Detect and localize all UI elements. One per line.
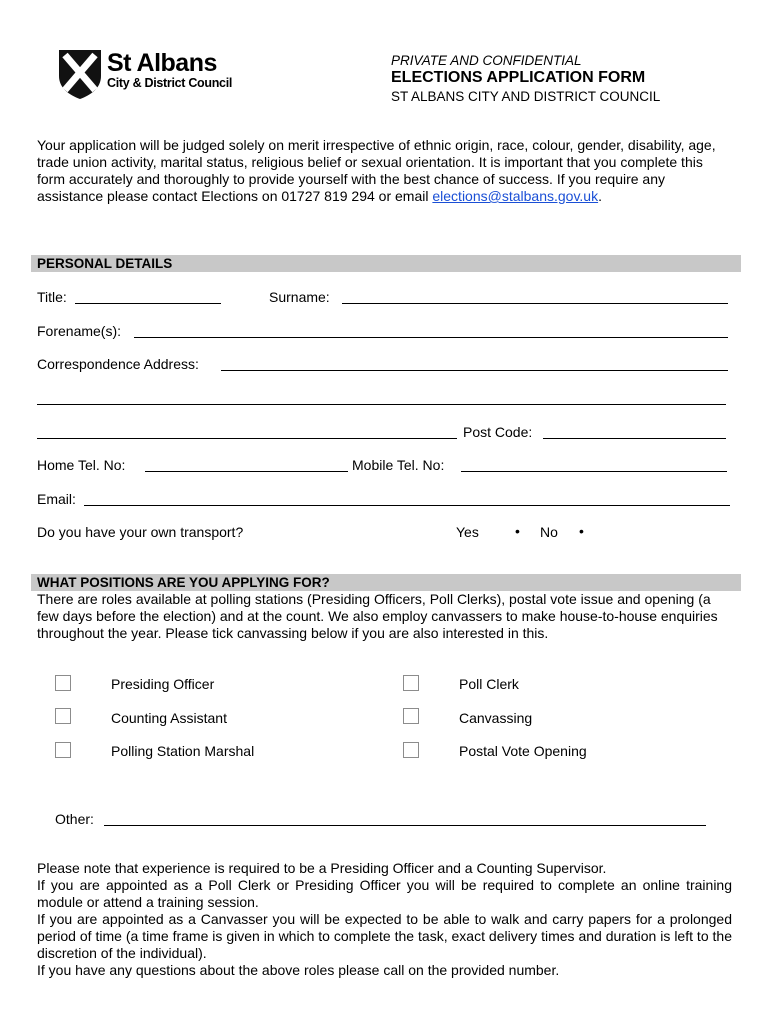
positions-description: There are roles available at polling stations (Presiding Officers, Poll Clerks), postal vote issue and opening (a few days before the election) and at the count. We also employ canvassers to make house-to-house enquiries throughout the year. Please tick canvassing below if you are also interested in this. xyxy=(37,591,718,641)
note-experience: Please note that experience is required to be a Presiding Officer and a Counting Supervisor. xyxy=(37,860,607,876)
postcode-label: Post Code: xyxy=(463,424,533,440)
address-label: Correspondence Address: xyxy=(37,356,199,372)
note-training: If you are appointed as a Poll Clerk or Presiding Officer you will be required to complete an online training module or attend a training session. xyxy=(37,877,732,910)
address-field-line-3[interactable] xyxy=(37,438,457,439)
transport-no-option[interactable]: • xyxy=(579,523,584,539)
logo-name: St Albans xyxy=(107,49,217,77)
title-label: Title: xyxy=(37,289,67,305)
confidential-label: PRIVATE AND CONFIDENTIAL xyxy=(391,53,582,68)
home-tel-label: Home Tel. No: xyxy=(37,457,126,473)
polling-station-marshal-checkbox[interactable] xyxy=(55,742,71,758)
personal-details-heading: PERSONAL DETAILS xyxy=(37,256,173,271)
transport-no-label: No xyxy=(540,524,558,540)
transport-yes-option[interactable]: • xyxy=(515,523,520,539)
presiding-officer-checkbox[interactable] xyxy=(55,675,71,691)
counting-assistant-label: Counting Assistant xyxy=(111,710,227,726)
postal-vote-opening-label: Postal Vote Opening xyxy=(459,743,587,759)
contact-email-link[interactable]: elections@stalbans.gov.uk xyxy=(432,188,599,204)
mobile-tel-field[interactable] xyxy=(461,471,727,472)
canvassing-checkbox[interactable] xyxy=(403,708,419,724)
forenames-field[interactable] xyxy=(134,337,728,338)
forenames-label: Forename(s): xyxy=(37,323,122,339)
logo-subtitle: City & District Council xyxy=(107,76,233,90)
note-questions: If you have any questions about the above roles please call on the provided number. xyxy=(37,962,560,978)
poll-clerk-label: Poll Clerk xyxy=(459,676,519,692)
positions-heading: WHAT POSITIONS ARE YOU APPLYING FOR? xyxy=(37,575,330,590)
transport-yes-label: Yes xyxy=(456,524,479,540)
intro-paragraph xyxy=(37,137,732,205)
poll-clerk-checkbox[interactable] xyxy=(403,675,419,691)
address-field-line-1[interactable] xyxy=(221,370,728,371)
counting-assistant-checkbox[interactable] xyxy=(55,708,71,724)
title-field[interactable] xyxy=(75,303,221,304)
address-field-line-2[interactable] xyxy=(37,404,726,405)
council-name: ST ALBANS CITY AND DISTRICT COUNCIL xyxy=(391,89,661,104)
role-notes xyxy=(37,860,732,979)
other-label: Other: xyxy=(55,811,94,827)
council-logo xyxy=(56,48,106,100)
form-title: ELECTIONS APPLICATION FORM xyxy=(391,69,646,86)
email-field[interactable] xyxy=(84,505,730,506)
email-label: Email: xyxy=(37,491,76,507)
note-canvasser: If you are appointed as a Canvasser you will be expected to be able to walk and carry papers for a prolonged period of time (a time frame is given in which to complete the task, exact delivery times and duration is left to the discretion of the individual). xyxy=(37,911,732,961)
transport-question: Do you have your own transport? xyxy=(37,524,244,540)
presiding-officer-label: Presiding Officer xyxy=(111,676,215,692)
intro-tail: . xyxy=(598,188,602,204)
surname-label: Surname: xyxy=(269,289,330,305)
home-tel-field[interactable] xyxy=(145,471,348,472)
intro-text: Your application will be judged solely on merit irrespective of ethnic origin, race, colour, gender, disability, age, trade union activity, marital status, religious belief or sexual orientation. It is important that you complete this form accurately and thoroughly to provide yourself with the best chance of success. If you require any assistance please contact Elections on 01727 819 294 or email xyxy=(37,137,716,204)
polling-station-marshal-label: Polling Station Marshal xyxy=(111,743,255,759)
mobile-tel-label: Mobile Tel. No: xyxy=(352,457,445,473)
postcode-field[interactable] xyxy=(543,438,726,439)
other-field[interactable] xyxy=(104,825,706,826)
postal-vote-opening-checkbox[interactable] xyxy=(403,742,419,758)
canvassing-label: Canvassing xyxy=(459,710,533,726)
surname-field[interactable] xyxy=(342,303,728,304)
